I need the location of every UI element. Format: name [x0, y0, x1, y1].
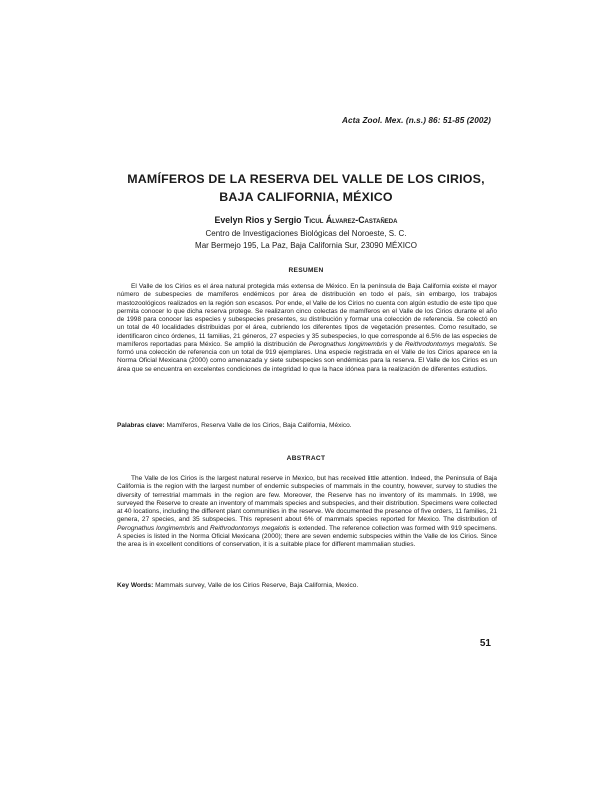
abstract-keywords	[117, 582, 497, 590]
abstract-keywords-label: Key Words:	[117, 582, 154, 589]
abstract-species-2: Reithrodontomys megalotis	[210, 524, 290, 532]
abstract-heading: ABSTRACT	[286, 455, 326, 462]
abstract-body	[117, 475, 497, 549]
resumen-species-1: Perognathus longimembris	[308, 340, 388, 348]
journal-citation: Acta Zool. Mex. (n.s.) 86: 51-85 (2002)	[341, 116, 491, 125]
resumen-keywords	[117, 422, 497, 430]
abstract-species-1: Perognathus longimembris	[117, 524, 196, 532]
resumen-heading: RESUMEN	[288, 267, 324, 274]
page-number: 51	[479, 638, 491, 649]
title-line-2: BAJA CALIFORNIA, MÉXICO	[219, 190, 393, 204]
affiliation-line-1: Centro de Investigaciones Biológicas del Noroeste, S. C.	[205, 229, 407, 238]
resumen-text-2: y de	[387, 340, 405, 348]
authors-prefix: Evelyn Rios y Sergio	[214, 215, 304, 225]
paper-title	[0, 170, 612, 206]
resumen-keywords-text: Mamíferos, Reserva Valle de los Cirios, Baja California, México.	[164, 422, 352, 429]
resumen-keywords-label: Palabras clave:	[117, 422, 165, 429]
affiliation-line-2: Mar Bermejo 195, La Paz, Baja California Sur, 23090 MÉXICO	[195, 241, 417, 250]
resumen-text-3: . Se formó una colección de referencia con un total de 919 ejemplares. Una especie registrada en el Valle de los Cirios aparece en la Norma Oficial Mexicana (2000) como amenazada y siete subespecies son endémicas para la reserva. El Valle de los Cirios es un área que se encuentra en excelentes condiciones de integridad lo que la hace idónea para la realización de diferentes estudios.	[117, 340, 497, 373]
abstract-keywords-text: Mammals survey, Valle de los Cirios Reserve, Baja California, Mexico.	[153, 582, 359, 589]
title-line-1: MAMÍFEROS DE LA RESERVA DEL VALLE DE LOS CIRIOS,	[127, 172, 485, 186]
abstract-text-3: is extended. The reference collection was formed with 919 specimens. A species is listed in the Norma Oficial Mexicana (2000); there are seven endemic subspecies within the Valle de los Cirios. Since the area is in excellent conditions of conservation, it is a suitable place for different mammalian studies.	[117, 524, 497, 548]
abstract-text-1: The Valle de los Cirios is the largest natural reserve in Mexico, but has received little attention. Indeed, the Peninsula of Baja California is the region with the largest number of endemic subspecies of mammals in the country, however, survey to studies the diversity of terrestrial mammals in the region are few. Moreover, the Reserve has no inventory of its mammals. In 1998, we surveyed the Reserve to create an inventory of mammals species and subspecies, and their distribution. Specimens were collected at 40 locations, including the different plant communities in the reserve. We documented the presence of five orders, 11 families, 21 genera, 27 species, and 35 subspecies. This represent about 6% of mammals species reported for Mexico. The distribution of	[117, 475, 497, 524]
resumen-body	[117, 283, 497, 374]
authors-surname: Ticul Álvarez-Castañeda	[304, 215, 398, 225]
affiliation	[0, 228, 612, 252]
resumen-text-1: El Valle de los Cirios es el área natural protegida más extensa de México. En la península de Baja California existe el mayor número de subespecies de mamíferos endémicos por área de distribución en todo el país, sin embargo, los trabajos mastozoológicos realizados en la región son escasos. Por ende, el Valle de los Cirios no cuenta con algún estudio de este tipo que permita conocer lo que dicha reserva protege. Se realizaron cinco colectas de mamíferos en el Valle de los Cirios durante el año de 1998 para conocer las especies y subespecies presentes, su distribución y formar una colección de referencia. Se colectó en un total de 40 localidades distribuidas por el área, cubriendo los diferentes tipos de vegetación presentes. Como resultado, se identificaron cinco órdenes, 11 familias, 21 géneros, 27 especies y 35 subespecies, lo que corresponde al 6.5% de las especies de mamíferos reportadas para México. Se amplió la distribución de	[117, 283, 497, 348]
resumen-species-2: Reithrodontomys megalotis	[404, 340, 485, 348]
authors	[0, 215, 612, 225]
abstract-text-2: and	[195, 524, 211, 532]
